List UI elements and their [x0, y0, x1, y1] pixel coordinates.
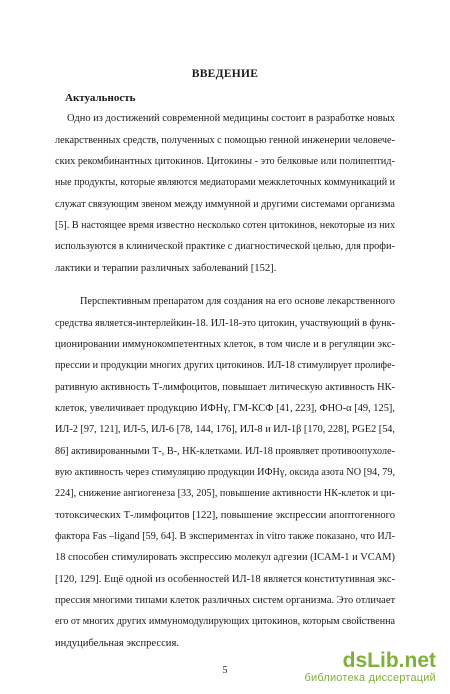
- text-line: вую активность через стимуляцию продукции ИФНγ, оксида азота NO [94, 79,: [55, 467, 395, 478]
- page-number: 5: [222, 665, 228, 676]
- text-line: служат связующим звеном между иммунной и другими системами организма: [55, 199, 395, 210]
- text-line: лекарственных средств, полученных с помощью генной инженерии человече-: [55, 135, 395, 146]
- text-line: ные продукты, которые являются медиаторами межклеточных коммуникаций и: [55, 177, 395, 188]
- text-line: [5]. В настоящее время известно несколько сотен цитокинов, некоторые из них: [55, 220, 395, 231]
- text-line: средства является-интерлейкин-18. ИЛ-18-это цитокин, участвующий в функ-: [55, 318, 395, 329]
- text-line: Одно из достижений современной медицины состоит в разработке новых: [67, 113, 395, 124]
- text-line: клеток, увеличивает продукцию ИФНγ, ГМ-КСФ [41, 223], ФНО-α [49, 125],: [55, 403, 395, 414]
- section-subheading: Актуальность: [65, 92, 136, 104]
- text-line: используются в клинической практике с диагностической целью, для профи-: [55, 241, 395, 252]
- text-line: индуцибельная экспрессия.: [55, 638, 179, 649]
- text-line: 86] активированными Т-, В-, НК-клетками. ИЛ-18 проявляет противоопухоле-: [55, 446, 395, 457]
- watermark: [304, 650, 436, 684]
- text-line: Перспективным препаратом для создания на его основе лекарственного: [80, 296, 395, 307]
- text-line: прессии и продукции многих других цитокинов. ИЛ-18 стимулирует пролифе-: [55, 360, 395, 371]
- text-line: прессия многими типами клеток различных систем организма. Это отличает: [55, 595, 395, 606]
- text-line: ционировании иммунокомпетентных клеток, в том числе и в регуляции экс-: [55, 339, 395, 350]
- text-line: ских рекомбинантных цитокинов. Цитокины - это белковые или полипептид-: [55, 156, 395, 167]
- text-line: тотоксических Т-лимфоцитов [122], повышение экспрессии апоптогенного: [55, 510, 395, 521]
- text-line: лактики и терапии различных заболеваний [152].: [55, 263, 277, 274]
- text-line: ИЛ-2 [97, 121], ИЛ-5, ИЛ-6 [78, 144, 176], ИЛ-8 и ИЛ-1β [170, 228], PGE2 [54,: [55, 424, 395, 435]
- text-line: его от многих других иммуномодулирующих цитокинов, которым свойственна: [55, 616, 395, 627]
- watermark-tagline: библиотека диссертаций: [304, 672, 436, 684]
- text-line: фактора Fas –ligand [59, 64]. В экспериментах in vitro также показано, что ИЛ-: [55, 531, 395, 542]
- text-line: 224], снижение ангиогенеза [33, 205], повышение активности НК-клеток и ци-: [55, 488, 395, 499]
- text-line: [120, 129]. Ещё одной из особенностей ИЛ-18 является конститутивная экс-: [55, 574, 395, 585]
- watermark-logo: dsLib.net: [342, 649, 436, 672]
- section-heading: ВВЕДЕНИЕ: [191, 68, 259, 80]
- text-line: ративную активность Т-лимфоцитов, повышает литическую активность НК-: [55, 382, 395, 393]
- text-line: 18 способен стимулировать экспрессию молекул адгезии (ICAM-1 и VCAM): [55, 552, 395, 563]
